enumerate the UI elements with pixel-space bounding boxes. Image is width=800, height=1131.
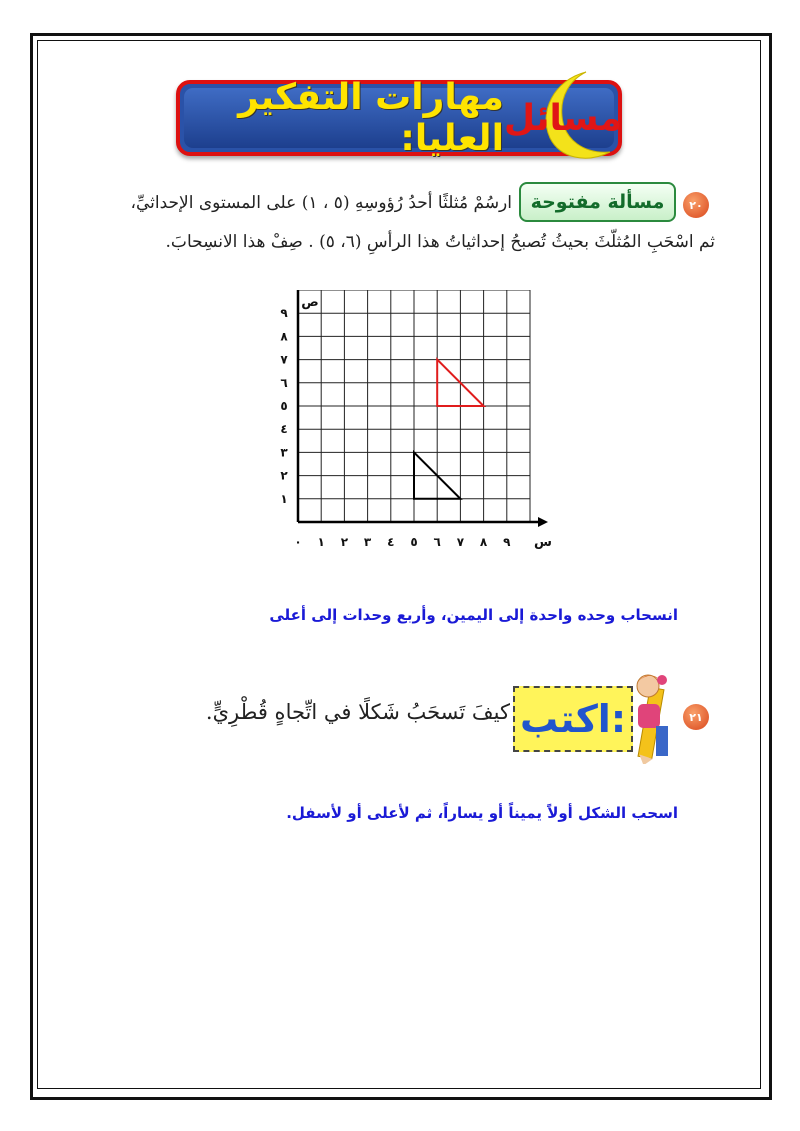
question-20-line2: ثم اسْحَبِ المُثلّثَ بحيثُ تُصبحُ إحداثياتُ هذا الرأسِ (٦، ٥) . صِفْ هذا الانسِحابَ. — [165, 232, 715, 252]
y-tick-label: ٤ — [280, 422, 288, 437]
y-tick-label: ٩ — [280, 306, 288, 321]
x-tick-label: ٨ — [479, 535, 488, 549]
y-tick-label: ٣ — [280, 445, 288, 460]
y-tick-label: ٥ — [280, 399, 288, 413]
x-tick-label: ٧ — [456, 535, 465, 549]
title-part2: مهارات التفكير العليا: — [238, 77, 504, 159]
question-20-line1: ارسُمْ مُثلثًا أحدُ رُؤوسِهِ (٥ ، ١) على المستوى الإحداثيِّ، — [130, 193, 512, 213]
answer-21: اسحب الشكل أولاً يميناً أو يساراً، ثم لأعلى أو لأسفل. — [286, 804, 678, 822]
open-problem-tag: مسألة مفتوحة — [519, 182, 676, 222]
question-21-text: كيفَ تَسحَبُ شَكلًا في اتِّجاهٍ قُطْرِيٍّ. — [205, 700, 510, 724]
y-tick-label: ٨ — [280, 329, 288, 344]
x-tick-label: ٩ — [503, 535, 511, 549]
x-axis-arrow — [538, 517, 548, 527]
x-tick-label: ١ — [317, 535, 325, 549]
answer-20: انسحاب وحده واحدة إلى اليمين، وأربع وحدات إلى أعلى — [269, 606, 678, 624]
x-tick-label: ٤ — [387, 535, 395, 549]
write-label-box — [513, 686, 633, 752]
question-20-number: ٢٠ — [683, 192, 709, 218]
x-tick-label: ٥ — [410, 535, 418, 549]
page-title — [176, 77, 622, 159]
x-axis-label: س — [534, 535, 552, 550]
y-tick-label: ١ — [280, 491, 288, 506]
coordinate-grid — [268, 290, 558, 560]
x-tick-label: ٢ — [340, 535, 349, 549]
y-tick-label: ٢ — [280, 468, 288, 483]
x-tick-label: ٠ — [294, 535, 302, 549]
y-tick-label: ٧ — [280, 352, 288, 367]
y-tick-label: ٦ — [280, 375, 288, 390]
question-21-number: ٢١ — [683, 704, 709, 730]
x-tick-label: ٣ — [363, 535, 372, 549]
x-tick-label: ٦ — [433, 535, 441, 549]
title-part1: مسائل — [503, 97, 622, 139]
girl-pencil-icon — [626, 668, 676, 764]
write-label: اكتب: — [519, 697, 627, 741]
y-axis-label: ص — [301, 295, 319, 310]
